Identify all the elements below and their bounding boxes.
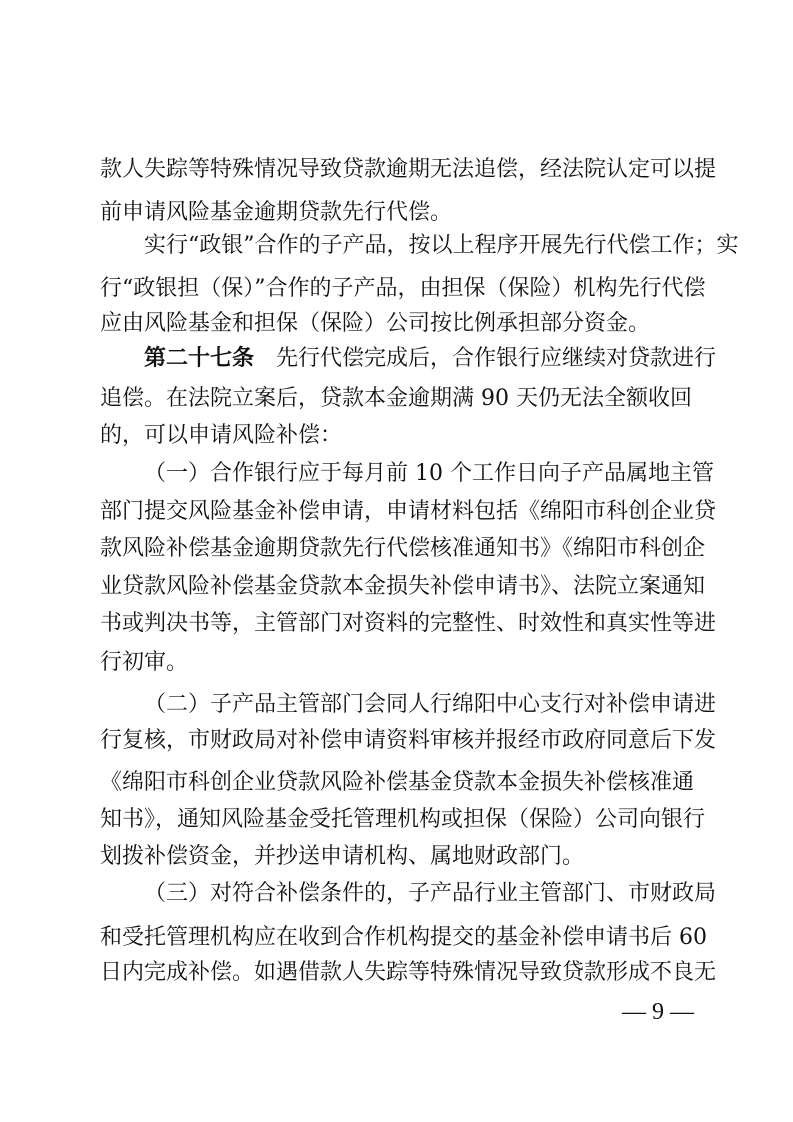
article27-line1 — [144, 336, 717, 380]
item1-line2: 部门提交风险基金补偿申请，申请材料包括《绵阳市科创企业贷 — [100, 499, 717, 524]
article27-line1-text: 先行代偿完成后，合作银行应继续对贷款进行 — [254, 346, 717, 371]
article27-line3: 的，可以申请风险补偿： — [100, 423, 343, 448]
para1-line1: 款人失踪等特殊情况导致贷款逾期无法追偿，经法院认定可以提 — [100, 157, 717, 182]
item2-line1: （二）子产品主管部门会同人行绵阳中心支行对补偿申请进 — [144, 692, 717, 717]
item2-line5: 划拨补偿资金，并抄送申请机构、属地财政部门。 — [100, 844, 585, 869]
item3-line3: 日内完成补偿。如遇借款人失踪等特殊情况导致贷款形成不良无 — [100, 960, 717, 985]
item1-line3: 款风险补偿基金逾期贷款先行代偿核准通知书》《绵阳市科创企 — [100, 536, 706, 561]
para2-line1: 实行“政银”合作的子产品，按以上程序开展先行代偿工作；实 — [144, 233, 739, 258]
item2-line4: 知书》，通知风险基金受托管理机构或担保（保险）公司向银行 — [100, 807, 706, 832]
para2-line2: 行“政银担（保）”合作的子产品，由担保（保险）机构先行代偿 — [100, 276, 706, 301]
article-heading: 第二十七条 — [144, 345, 255, 371]
item2-line3: 《绵阳市科创企业贷款风险补偿基金贷款本金损失补偿核准通 — [100, 770, 695, 795]
item3-line1: （三）对符合补偿条件的，子产品行业主管部门、市财政局 — [144, 881, 717, 906]
article27-line2: 追偿。在法院立案后，贷款本金逾期满 90 天仍无法全额收回 — [100, 386, 692, 411]
item3-line2: 和受托管理机构应在收到合作机构提交的基金补偿申请书后 60 — [100, 925, 707, 950]
item2-line2: 行复核，市财政局对补偿申请资料审核并报经市政府同意后下发 — [100, 728, 717, 753]
para2-line3: 应由风险基金和担保（保险）公司按比例承担部分资金。 — [100, 311, 651, 336]
item1-line4: 业贷款风险补偿基金贷款本金损失补偿申请书》、法院立案通知 — [100, 574, 706, 599]
item1-line6: 行初审。 — [100, 650, 189, 675]
para1-line2: 前申请风险基金逾期贷款先行代偿。 — [100, 200, 453, 225]
page-number: — 9 — — [622, 999, 694, 1025]
item1-line5: 书或判决书等，主管部门对资料的完整性、时效性和真实性等进 — [100, 611, 717, 636]
item1-line1: （一）合作银行应于每月前 10 个工作日向子产品属地主管 — [144, 461, 714, 486]
